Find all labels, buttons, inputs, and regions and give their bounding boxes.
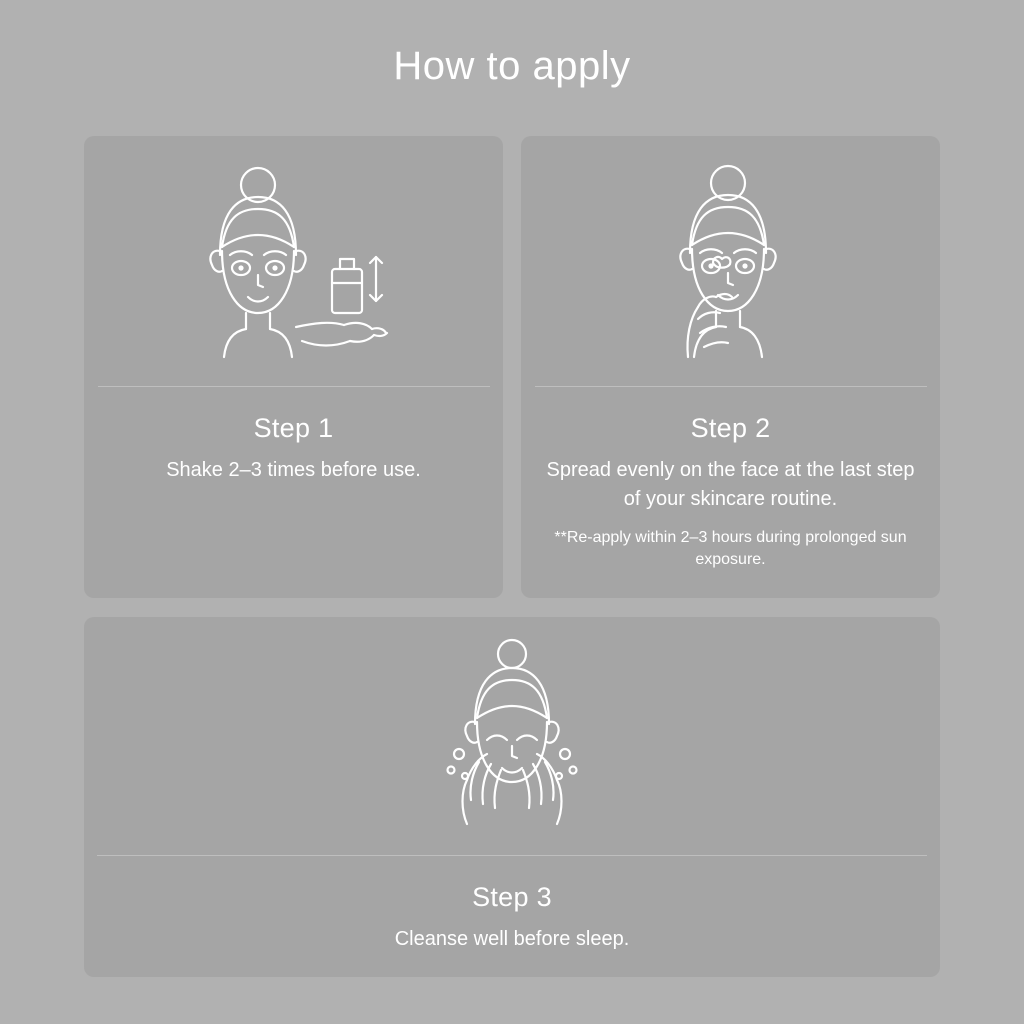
step-1-label: Step 1	[253, 413, 334, 443]
woman-washing-face-icon	[387, 628, 637, 853]
step-1-divider	[98, 386, 490, 387]
step-3-description: Cleanse well before sleep.	[394, 928, 630, 950]
step-1-caption	[84, 387, 503, 485]
step-2-description: Spread evenly on the face at the last step of your skincare routine.	[546, 459, 915, 510]
step-1-description: Shake 2–3 times before use.	[166, 459, 421, 481]
step-2-label: Step 2	[690, 413, 771, 443]
step-3-label: Step 3	[472, 882, 552, 912]
step-card-3	[84, 617, 940, 977]
woman-applying-cream-icon	[616, 151, 846, 381]
step-2-note: **Re-apply within 2–3 hours during prolonged sun exposure.	[554, 529, 907, 569]
step-card-1	[84, 136, 503, 598]
steps-row-top	[84, 136, 940, 598]
step-2-caption	[521, 387, 940, 572]
step-card-2	[521, 136, 940, 598]
step-3-caption	[84, 856, 940, 954]
step-3-divider	[97, 855, 927, 856]
woman-shaking-bottle-icon	[164, 151, 424, 381]
step-1-illustration	[84, 136, 503, 386]
page-title: How to apply	[393, 44, 631, 88]
steps-grid	[84, 136, 940, 977]
step-2-divider	[535, 386, 927, 387]
step-2-illustration	[521, 136, 940, 386]
step-3-illustration	[84, 617, 940, 855]
